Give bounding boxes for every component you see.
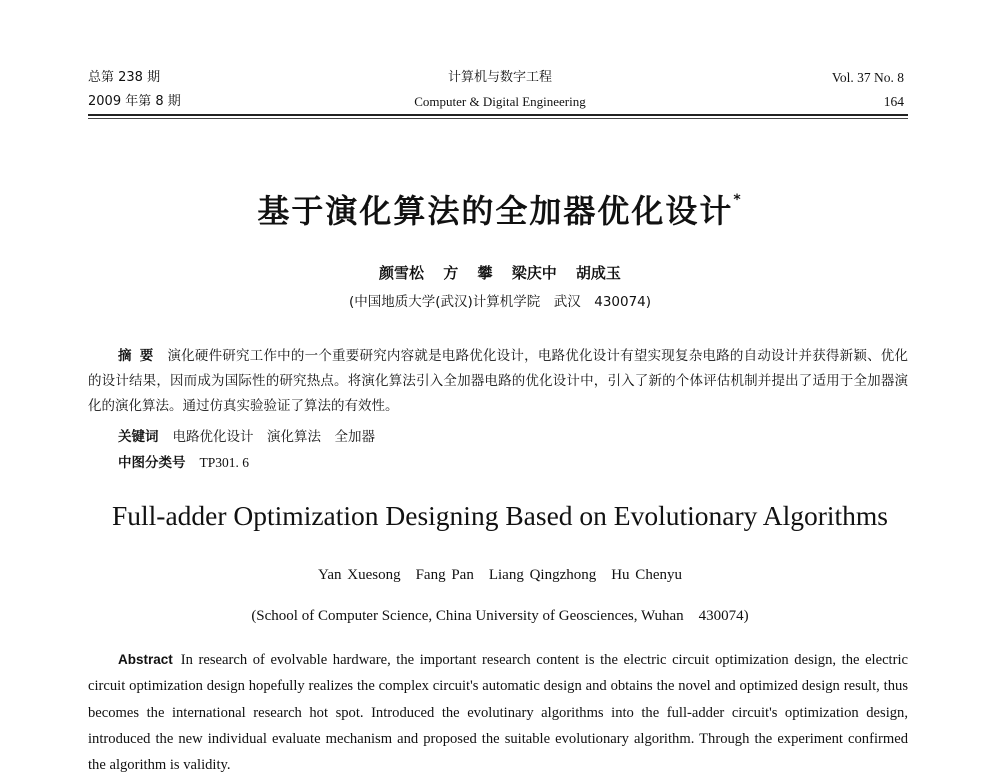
keywords-zh-text: 电路优化设计 演化算法 全加器 <box>172 429 375 445</box>
classification-label: 中图分类号 <box>118 455 186 471</box>
abstract-zh-text: 演化硬件研究工作中的一个重要研究内容就是电路优化设计，电路优化设计有望实现复杂电路的自动设计并获得新颖、优化的设计结果，因而成为国际性的研究热点。将演化算法引入全加器电路的优化设计中，引入了新的个体评估机制并提出了适用于全加器演化的演化算法。通过仿真实验验证了算法的有效性。 <box>88 348 908 414</box>
classification-value: TP301. 6 <box>199 455 250 470</box>
volume-number: Vol. 37 No. 8 <box>831 70 904 85</box>
classification-code <box>118 451 249 471</box>
journal-name-en: Computer & Digital Engineering <box>414 94 586 109</box>
paper-title-zh-text: 基于演化算法的全加器优化设计 <box>257 192 734 230</box>
issue-year: 2009 年第 8 期 <box>88 94 181 109</box>
header-rule-thick <box>88 114 908 116</box>
affiliation-en: (School of Computer Science, China University of Geosciences, Wuhan 430074) <box>251 608 749 624</box>
abstract-en <box>88 647 908 778</box>
page-number: 164 <box>883 94 904 109</box>
keywords-zh <box>118 425 375 445</box>
affiliation-zh: (中国地质大学(武汉)计算机学院 武汉 430074) <box>348 294 652 310</box>
abstract-zh <box>88 344 908 419</box>
authors-zh: 颜雪松 方 攀 梁庆中 胡成玉 <box>379 264 621 282</box>
paper-title-zh <box>0 186 1000 232</box>
header-rule-thin <box>88 118 908 119</box>
volume-info <box>832 66 904 114</box>
keywords-zh-label: 关键词 <box>118 429 159 445</box>
authors-en: Yan Xuesong Fang Pan Liang Qingzhong Hu Chenyu <box>318 567 682 583</box>
abstract-en-text: In research of evolvable hardware, the important research content is the electric circuit optimization design, the electric circuit optimization design hopefully realizes the complex circuit's automatic design and obtains the novel and optimized design result, thus becomes the international research hot spot. Introduced the evolutinary algorithms into the full-adder circuit's optimization design, introduced the new individual evaluate mechanism and proposed the suitable evolutionary algorithm. Through the experiment confirmed the algorithm is validity. <box>88 652 908 774</box>
issue-total: 总第 238 期 <box>88 70 161 85</box>
abstract-zh-label: 摘要 <box>118 348 162 364</box>
abstract-en-label: Abstract <box>118 652 173 667</box>
journal-name-zh: 计算机与数字工程 <box>447 70 552 85</box>
title-footnote-mark: * <box>733 192 743 209</box>
paper-title-en: Full-adder Optimization Designing Based on Evolutionary Algorithms <box>111 500 888 531</box>
